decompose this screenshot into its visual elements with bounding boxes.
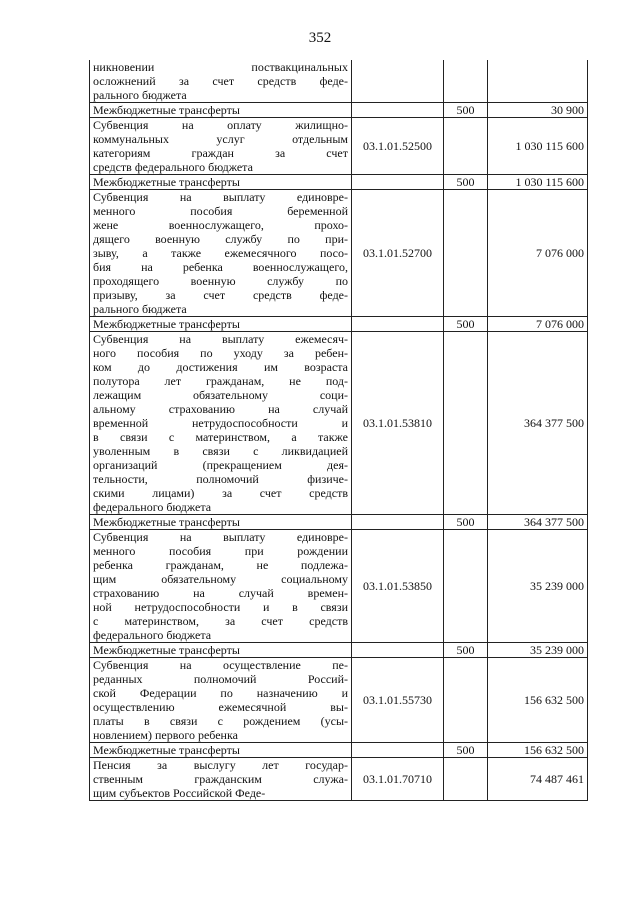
row-name-line: Межбюджетные трансферты — [93, 515, 240, 529]
row-name-line: полутора лет гражданам, не под- — [93, 374, 348, 388]
row-type-cell: 500 — [444, 175, 488, 190]
subvention-row — [90, 658, 588, 743]
row-name-line: жене военнослужащего, прохо- — [93, 218, 348, 232]
row-amount-cell: 364 377 500 — [488, 515, 588, 530]
row-name-line: платы в связи с рождением (усы- — [93, 714, 348, 728]
row-name-line: Пенсия за выслугу лет государ- — [93, 758, 348, 772]
row-name-line: рального бюджета — [93, 88, 187, 102]
row-name-line: организаций (прекращением дея- — [93, 458, 348, 472]
row-name-line: Межбюджетные трансферты — [93, 317, 240, 331]
row-name-line: Субвенция на выплату ежемесяч- — [93, 332, 348, 346]
row-type-cell — [444, 190, 488, 317]
row-name-line: менного пособия при рождении — [93, 544, 348, 558]
row-name-line: реданных полномочий Россий- — [93, 672, 348, 686]
row-name-line: ной нетрудоспособности и в связи — [93, 600, 348, 614]
row-code-cell — [352, 643, 444, 658]
row-amount-cell: 74 487 461 — [488, 758, 588, 801]
row-type-cell — [444, 758, 488, 801]
row-type-cell: 500 — [444, 103, 488, 118]
row-name-line: рального бюджета — [93, 302, 187, 316]
row-code-cell — [352, 317, 444, 332]
row-name-line: щим субъектов Российской Феде- — [93, 786, 266, 800]
row-name-line: ребенка гражданам, не подлежа- — [93, 558, 348, 572]
row-name-line: менного пособия беременной — [93, 204, 348, 218]
row-name-line: бия на ребенка военнослужащего, — [93, 260, 348, 274]
row-name-line: Межбюджетные трансферты — [93, 103, 240, 117]
row-amount-cell: 156 632 500 — [488, 743, 588, 758]
subvention-row — [90, 758, 588, 801]
subvention-row — [90, 190, 588, 317]
row-name-line: в связи с материнством, а также — [93, 430, 348, 444]
row-name-cell — [90, 103, 352, 118]
row-code-cell: 03.1.01.52700 — [352, 190, 444, 317]
row-name-line: Субвенция на выплату единовре- — [93, 530, 348, 544]
subvention-row — [90, 332, 588, 515]
row-name-line: призыву, за счет средств феде- — [93, 288, 348, 302]
transfer-row — [90, 175, 588, 190]
row-name-line: федерального бюджета — [93, 628, 212, 642]
transfer-row — [90, 103, 588, 118]
row-amount-cell: 7 076 000 — [488, 317, 588, 332]
row-name-line: Межбюджетные трансферты — [93, 743, 240, 757]
row-name-line: средств федерального бюджета — [93, 160, 253, 174]
row-name-line: лежащим обязательному соци- — [93, 388, 348, 402]
row-type-cell — [444, 60, 488, 103]
transfer-row — [90, 643, 588, 658]
row-code-cell: 03.1.01.53810 — [352, 332, 444, 515]
row-name-line: Субвенция на выплату единовре- — [93, 190, 348, 204]
row-name-cell — [90, 118, 352, 175]
row-code-cell: 03.1.01.53850 — [352, 530, 444, 643]
row-code-cell — [352, 60, 444, 103]
row-name-line: ного пособия по уходу за ребен- — [93, 346, 348, 360]
row-type-cell — [444, 332, 488, 515]
row-name-line: ской Федерации по назначению и — [93, 686, 348, 700]
row-name-line: проходящего военную службу по — [93, 274, 348, 288]
row-name-line: новлением) первого ребенка — [93, 728, 238, 742]
budget-table-body — [90, 60, 588, 801]
row-name-cell — [90, 658, 352, 743]
row-name-line: Межбюджетные трансферты — [93, 643, 240, 657]
row-amount-cell: 7 076 000 — [488, 190, 588, 317]
row-code-cell: 03.1.01.52500 — [352, 118, 444, 175]
budget-table — [89, 60, 588, 801]
row-amount-cell: 35 239 000 — [488, 643, 588, 658]
transfer-row — [90, 515, 588, 530]
subvention-row — [90, 60, 588, 103]
row-amount-cell: 1 030 115 600 — [488, 118, 588, 175]
row-name-line: страхованию на случай времен- — [93, 586, 348, 600]
row-name-cell — [90, 317, 352, 332]
row-amount-cell: 30 900 — [488, 103, 588, 118]
row-type-cell — [444, 658, 488, 743]
row-name-line: Субвенция на оплату жилищно- — [93, 118, 348, 132]
row-name-line: ком до достижения им возраста — [93, 360, 348, 374]
page-number: 352 — [308, 30, 332, 46]
row-name-cell — [90, 530, 352, 643]
row-code-cell — [352, 515, 444, 530]
row-name-line: с материнством, за счет средств — [93, 614, 348, 628]
row-name-cell — [90, 515, 352, 530]
row-name-line: уволенным в связи с ликвидацией — [93, 444, 348, 458]
transfer-row — [90, 317, 588, 332]
row-amount-cell: 1 030 115 600 — [488, 175, 588, 190]
row-name-line: щим обязательному социальному — [93, 572, 348, 586]
row-code-cell: 03.1.01.70710 — [352, 758, 444, 801]
row-amount-cell — [488, 60, 588, 103]
row-name-line: ственным гражданским служа- — [93, 772, 348, 786]
row-amount-cell: 364 377 500 — [488, 332, 588, 515]
row-name-line: зыву, а также ежемесячного посо- — [93, 246, 348, 260]
subvention-row — [90, 118, 588, 175]
row-name-line: временной нетрудоспособности и — [93, 416, 348, 430]
row-name-line: никновении поствакцинальных — [93, 60, 348, 74]
row-code-cell — [352, 175, 444, 190]
row-type-cell: 500 — [444, 643, 488, 658]
row-name-line: коммунальных услуг отдельным — [93, 132, 348, 146]
row-name-line: федерального бюджета — [93, 500, 212, 514]
row-amount-cell: 35 239 000 — [488, 530, 588, 643]
row-name-line: тельности, полномочий физиче- — [93, 472, 348, 486]
row-name-cell — [90, 758, 352, 801]
row-name-line: альному страхованию на случай — [93, 402, 348, 416]
subvention-row — [90, 530, 588, 643]
row-name-line: категориям граждан за счет — [93, 146, 348, 160]
row-name-line: Субвенция на осуществление пе- — [93, 658, 348, 672]
row-amount-cell: 156 632 500 — [488, 658, 588, 743]
row-type-cell — [444, 118, 488, 175]
row-code-cell — [352, 103, 444, 118]
row-name-cell — [90, 643, 352, 658]
row-name-line: дящего военную службу по при- — [93, 232, 348, 246]
row-name-line: осложнений за счет средств феде- — [93, 74, 348, 88]
row-name-cell — [90, 743, 352, 758]
row-name-cell — [90, 190, 352, 317]
row-type-cell: 500 — [444, 317, 488, 332]
row-name-cell — [90, 332, 352, 515]
row-name-cell — [90, 60, 352, 103]
row-name-line: Межбюджетные трансферты — [93, 175, 240, 189]
row-type-cell — [444, 530, 488, 643]
row-type-cell: 500 — [444, 743, 488, 758]
row-name-line: осуществлению ежемесячной вы- — [93, 700, 348, 714]
row-type-cell: 500 — [444, 515, 488, 530]
row-name-line: скими лицами) за счет средств — [93, 486, 348, 500]
row-code-cell — [352, 743, 444, 758]
row-code-cell: 03.1.01.55730 — [352, 658, 444, 743]
transfer-row — [90, 743, 588, 758]
row-name-cell — [90, 175, 352, 190]
